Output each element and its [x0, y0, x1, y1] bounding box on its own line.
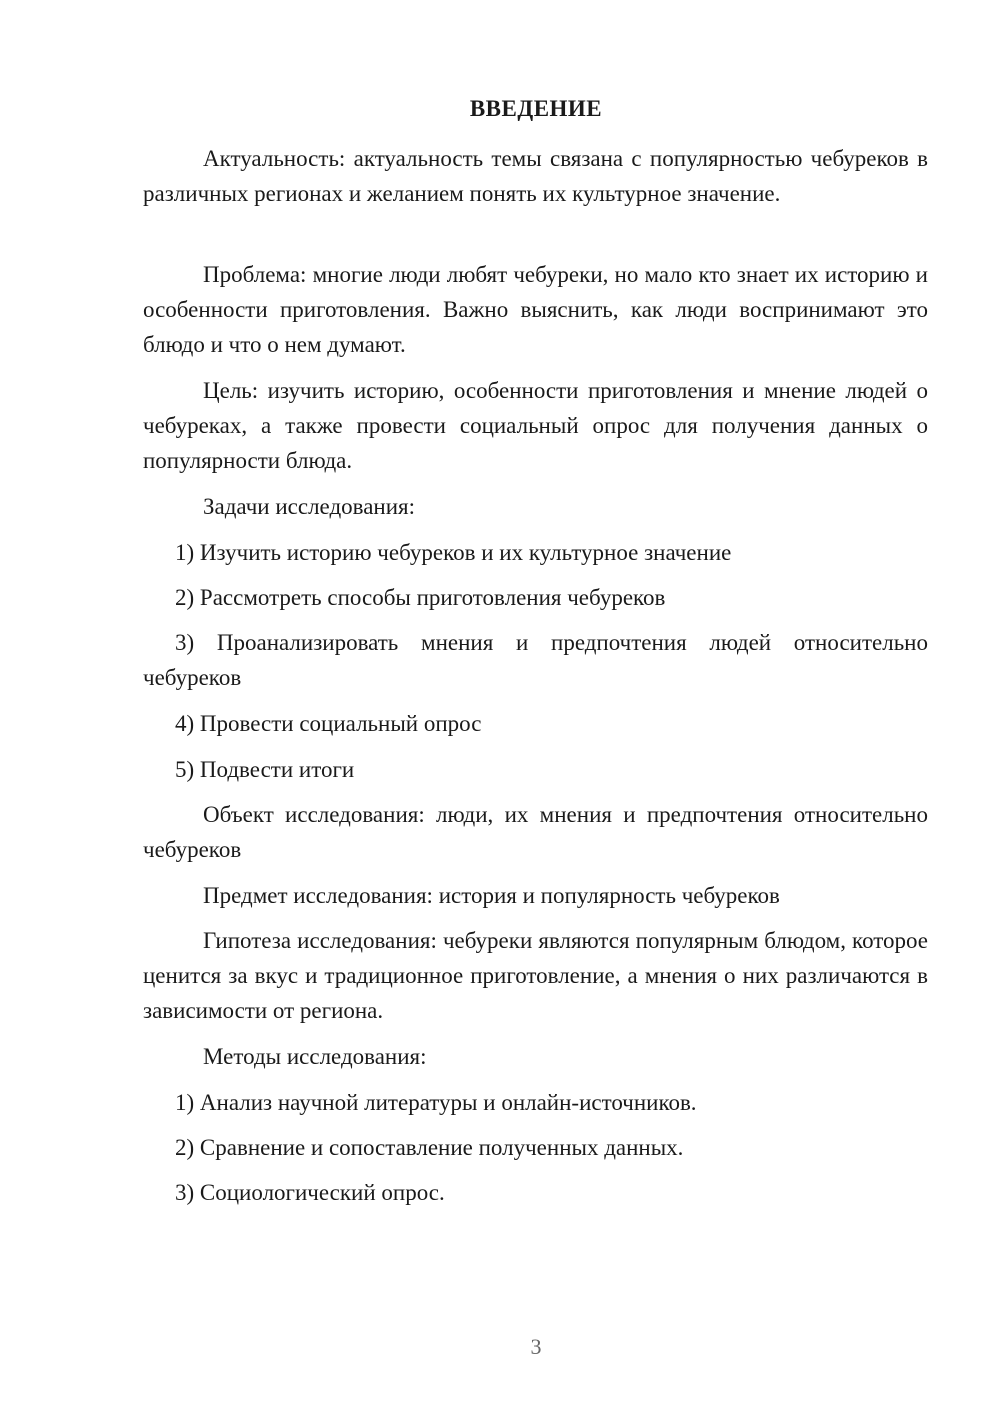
- paragraph-relevance: Актуальность: актуальность темы связана с популярностью чебуреков в различных регионах и желанием понять их культурное значение.: [143, 146, 928, 206]
- task-item: 5) Подвести итоги: [175, 757, 355, 782]
- task-item: 4) Провести социальный опрос: [175, 711, 482, 736]
- task-item: 2) Рассмотреть способы приготовления чебуреков: [175, 585, 666, 610]
- paragraph-tasks-heading: Задачи исследования:: [203, 494, 416, 519]
- method-item: 3) Социологический опрос.: [175, 1180, 445, 1205]
- paragraph-problem: Проблема: многие люди любят чебуреки, но мало кто знает их историю и особенности приготовления. Важно выяснить, как люди воспринимают это блюдо и что о нем думают.: [143, 262, 928, 357]
- task-item: 3) Проанализировать мнения и предпочтения людей относительно чебуреков: [143, 630, 928, 690]
- task-item: 1) Изучить историю чебуреков и их культурное значение: [175, 540, 732, 565]
- paragraph-object: Объект исследования: люди, их мнения и предпочтения относительно чебуреков: [143, 802, 928, 862]
- paragraph-methods-heading: Методы исследования:: [203, 1044, 427, 1069]
- paragraph-subject: Предмет исследования: история и популярность чебуреков: [203, 883, 780, 908]
- method-item: 1) Анализ научной литературы и онлайн-источников.: [175, 1090, 697, 1115]
- page-number: 3: [530, 1334, 542, 1359]
- method-item: 2) Сравнение и сопоставление полученных данных.: [175, 1135, 684, 1160]
- section-heading: ВВЕДЕНИЕ: [469, 96, 603, 121]
- paragraph-goal: Цель: изучить историю, особенности приготовления и мнение людей о чебуреках, а также провести социальный опрос для получения данных о популярности блюда.: [143, 378, 928, 473]
- paragraph-hypothesis: Гипотеза исследования: чебуреки являются популярным блюдом, которое ценится за вкус и традиционное приготовление, а мнения о них различаются в зависимости от региона.: [143, 928, 928, 1023]
